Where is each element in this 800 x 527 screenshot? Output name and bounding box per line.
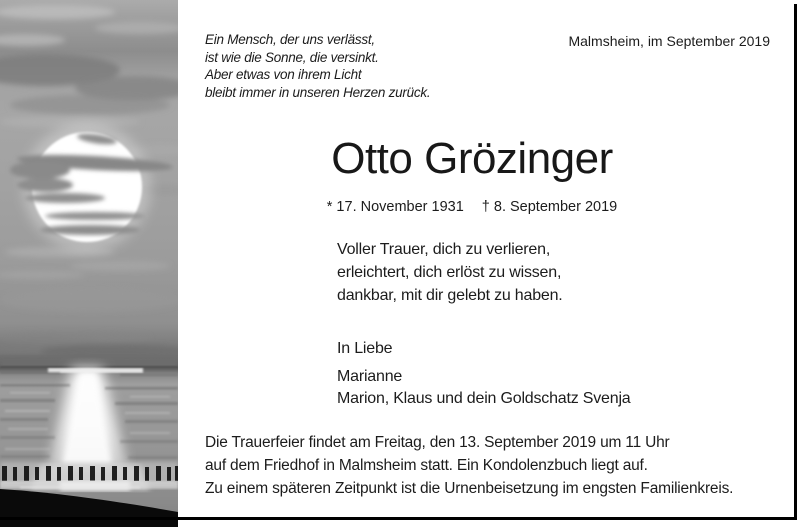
life-dates (178, 199, 766, 215)
tribute-line: Voller Trauer, dich zu verlieren, (337, 241, 551, 258)
funeral-line: Die Trauerfeier findet am Freitag, den 13. September 2019 um 11 Uhr (205, 434, 670, 451)
mourner-name: Marion, Klaus und dein Goldschatz Svenja (337, 390, 631, 407)
death-date: † 8. September 2019 (481, 199, 618, 215)
mourners-list (337, 366, 631, 410)
farewell-salutation: In Liebe (337, 340, 393, 357)
tribute-verse (337, 238, 563, 307)
poem-line: bleibt immer in unseren Herzen zurück. (205, 84, 431, 100)
poem-line: ist wie die Sonne, die versinkt. (205, 49, 379, 65)
sunset-sea-photo (0, 0, 178, 527)
location-date: Malmsheim, im September 2019 (568, 33, 770, 49)
right-border-rule (794, 4, 797, 517)
funeral-information (205, 431, 733, 500)
tribute-line: dankbar, mit dir gelebt zu haben. (337, 287, 563, 304)
poem-line: Ein Mensch, der uns verlässt, (205, 32, 375, 47)
notice-content (178, 0, 794, 527)
birth-date: * 17. November 1931 (326, 199, 464, 215)
deceased-name: Otto Grözinger (331, 134, 613, 183)
funeral-line: Zu einem späteren Zeitpunkt ist die Urnenbeisetzung im engsten Familienkreis. (205, 480, 734, 497)
funeral-line: auf dem Friedhof in Malmsheim statt. Ein Kondolenzbuch liegt auf. (205, 457, 648, 474)
mourner-name: Marianne (337, 368, 403, 385)
tribute-line: erleichtert, dich erlöst zu wissen, (337, 264, 562, 281)
memorial-poem (205, 31, 430, 101)
sunset-photo-graphic (0, 0, 178, 527)
poem-line: Aber etwas von ihrem Licht (205, 67, 362, 83)
